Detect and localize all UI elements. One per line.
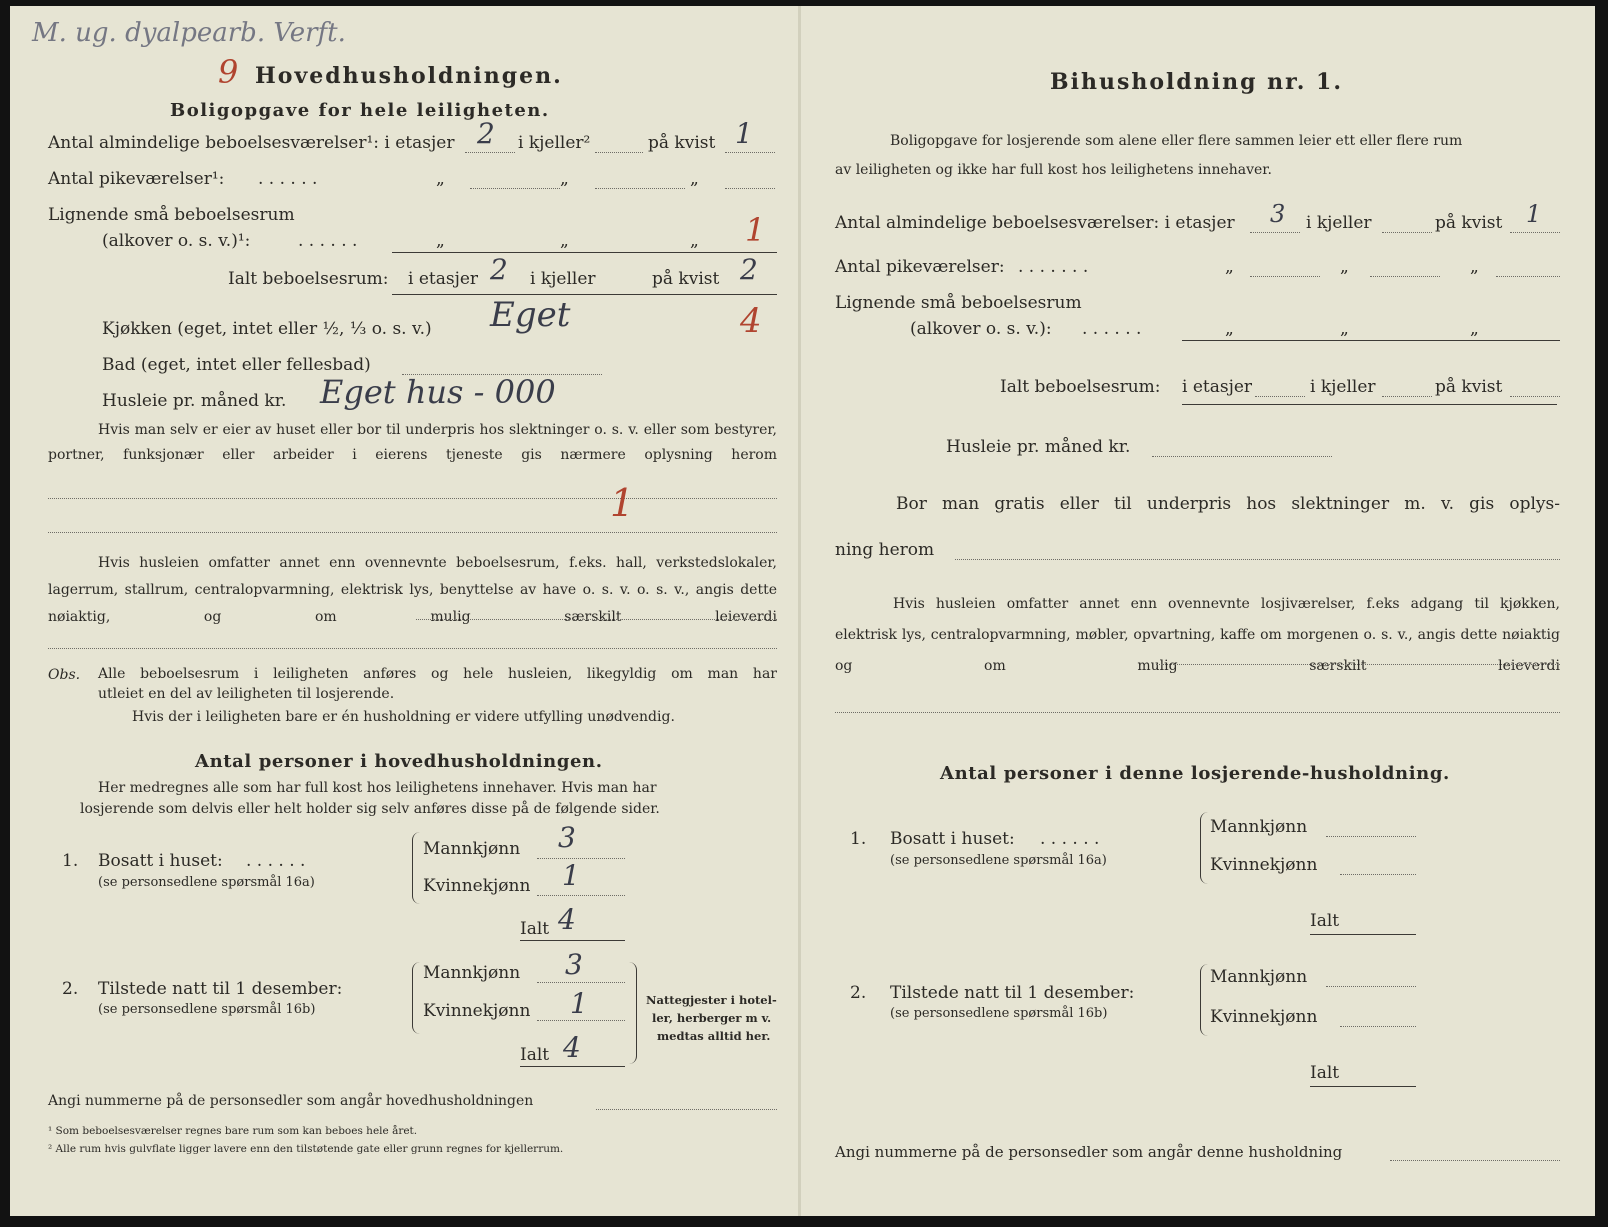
field-line [1496, 276, 1560, 277]
p1-ialt-label: Ialt [520, 919, 550, 939]
ditto-mark: „ [1340, 257, 1349, 277]
leader-dots: . . . . . . . [1018, 257, 1089, 277]
field-line [1382, 232, 1432, 233]
bad-label: Bad (eget, intet eller fellesbad) [102, 355, 371, 375]
p1-kvinne-label: Kvinnekjønn [423, 876, 531, 896]
r-husleie-label: Husleie pr. måned kr. [946, 437, 1131, 457]
leader-dots: . . . . . . [298, 231, 358, 251]
total-rule [520, 1066, 625, 1067]
kvist-label: på kvist [648, 133, 716, 153]
total-rule [520, 940, 625, 941]
field-line [1390, 1160, 1560, 1161]
ditto-mark: „ [1470, 257, 1479, 277]
ditto-mark: „ [1225, 319, 1234, 339]
pike-label: Antal pikeværelser¹: [48, 169, 225, 189]
r-lignende-label: Lignende små beboelsesrum [835, 293, 1082, 313]
p1-label: Bosatt i huset: [98, 851, 223, 871]
total-rule [1182, 404, 1557, 405]
ialt-etasjer-label: i etasjer [408, 269, 479, 289]
p1-num: 1. [62, 851, 79, 871]
field-line [48, 648, 777, 649]
obs-text-1: Alle beboelsesrum i leiligheten anføres og hele husleien, likegyldig om man har [98, 666, 777, 682]
r-angi-text: Angi nummerne på de personsedler som angår denne husholdning [835, 1143, 1343, 1161]
p1-mann-label: Mannkjønn [423, 839, 521, 859]
r-persons-title: Antal personer i denne losjerende-husholdning. [940, 763, 1450, 784]
brace [1200, 812, 1209, 884]
r-p1-num: 1. [850, 829, 867, 849]
hw-ialt-kvist: 2 [740, 253, 758, 286]
r-ialt-kjeller: i kjeller [1310, 377, 1376, 397]
r-p1-kvinne: Kvinnekjønn [1210, 855, 1318, 875]
left-subtitle: Boligopgave for hele leiligheten. [170, 100, 550, 121]
brace-right [628, 962, 637, 1064]
r-kvist-label: på kvist [1435, 213, 1503, 233]
persons-text-2: losjerende som delvis eller helt holder sig selv anføres disse på de følgende sider. [80, 801, 660, 817]
r-p2-label: Tilstede natt til 1 desember: [890, 983, 1135, 1003]
r-p1-mann: Mannkjønn [1210, 817, 1308, 837]
hw-p2-mann: 3 [565, 948, 583, 981]
field-line [1326, 986, 1416, 987]
r-ialt-label: Ialt beboelsesrum: [1000, 377, 1161, 397]
r-p2-kvinne: Kvinnekjønn [1210, 1007, 1318, 1027]
kjeller-label: i kjeller² [518, 133, 591, 153]
nattegjester-1: Nattegjester i hotel- [646, 993, 777, 1007]
r-ialt-kvist: på kvist [1435, 377, 1503, 397]
field-line [416, 619, 777, 620]
r-gratis-2: ning herom [835, 540, 935, 560]
hw-r-etasjer: 3 [1270, 200, 1286, 228]
leader-dots: . . . . . . [258, 169, 318, 189]
r-p1-label: Bosatt i huset: [890, 829, 1015, 849]
hw-p2-kvinne: 1 [570, 987, 588, 1020]
leader-dots: . . . . . . [1040, 829, 1100, 849]
r-ialt-etasjer: i etasjer [1182, 377, 1253, 397]
field-line [1382, 396, 1432, 397]
hw-etasjer: 2 [477, 117, 495, 150]
field-line [955, 559, 1560, 560]
antal-label: Antal almindelige beboelsesværelser¹: i etasjer [48, 133, 455, 153]
p2-ialt-label: Ialt [520, 1045, 550, 1065]
persons-text-1: Her medregnes alle som har full kost hos leilighetens innehaver. Hvis man har [98, 780, 657, 796]
right-intro-1: Boligopgave for losjerende som alene eller flere sammen leier ett eller flere rum [890, 133, 1463, 149]
field-line [1156, 664, 1560, 665]
footnote-2: ² Alle rum hvis gulvflate ligger lavere enn den tilstøtende gate eller grunn regnes for kjellerrum. [48, 1143, 564, 1155]
ditto-mark: „ [436, 169, 445, 189]
field-line [1152, 456, 1332, 457]
field-line [48, 498, 777, 499]
persons-title: Antal personer i hovedhusholdningen. [195, 751, 603, 772]
hw-kjokken: Eget [490, 295, 571, 335]
ditto-mark: „ [690, 231, 699, 251]
angi-text: Angi nummerne på de personsedler som angår hovedhusholdningen [48, 1093, 534, 1109]
r-p1-ialt: Ialt [1310, 911, 1340, 931]
hw-p1-mann: 3 [558, 821, 576, 854]
page-fold [798, 6, 801, 1216]
hw-alkover-kvist: 1 [745, 211, 766, 249]
obs-label: Obs. [48, 667, 81, 683]
hw-margin-4: 4 [740, 301, 762, 341]
r-kjeller-label: i kjeller [1306, 213, 1372, 233]
p1-sub: (se personsedlene spørsmål 16a) [98, 875, 315, 890]
r-p2-ialt: Ialt [1310, 1063, 1340, 1083]
r-p2-mann: Mannkjønn [1210, 967, 1308, 987]
field-line [537, 895, 625, 896]
r-omfatter-text: Hvis husleien omfatter annet enn ovennevnte losjiværelser, f.eks adgang til kjøkken, elektrisk lys, centralopvarmning, møbler, opvartning, kaffe om morgenen o. s. v., angis dette nøiaktig og om mulig særskilt leieverdi [835, 596, 1560, 674]
leader-dots: . . . . . . [246, 851, 306, 871]
husleie-label: Husleie pr. måned kr. [102, 391, 287, 411]
field-line [537, 982, 625, 983]
field-line [1340, 874, 1416, 875]
field-line [1250, 232, 1300, 233]
eier-text: Hvis man selv er eier av huset eller bor til underpris hos slektninger o. s. v. eller som bestyrer, portner, funksjonær eller arbeider i eierens tjeneste gis nærmere oplysning herom [48, 422, 777, 463]
brace [412, 962, 421, 1034]
field-line [392, 252, 777, 253]
nattegjester-3: medtas alltid her. [657, 1029, 771, 1043]
hw-p1-ialt: 4 [558, 903, 576, 936]
field-line [1510, 396, 1560, 397]
hw-p1-kvinne: 1 [562, 859, 580, 892]
ditto-mark: „ [690, 169, 699, 189]
right-title: Bihusholdning nr. 1. [1050, 69, 1343, 95]
right-intro-2: av leiligheten og ikke har full kost hos leilighetens innehaver. [835, 162, 1272, 178]
obs-text-3: Hvis der i leiligheten bare er én husholdning er videre utfylling unødvendig. [132, 709, 675, 725]
total-rule [392, 294, 777, 295]
ditto-mark: „ [1470, 319, 1479, 339]
lignende-label: Lignende små beboelsesrum [48, 205, 295, 225]
r-p1-sub: (se personsedlene spørsmål 16a) [890, 853, 1107, 868]
field-line [1510, 232, 1560, 233]
ditto-mark: „ [436, 231, 445, 251]
hw-mark-1: 1 [610, 481, 635, 525]
field-line [537, 858, 625, 859]
total-rule [1310, 934, 1416, 935]
field-line [595, 152, 643, 153]
footnote-1: ¹ Som beboelsesværelser regnes bare rum som kan beboes hele året. [48, 1125, 418, 1137]
p2-kvinne-label: Kvinnekjønn [423, 1001, 531, 1021]
nattegjester-2: ler, herberger m v. [652, 1011, 772, 1025]
p2-num: 2. [62, 979, 79, 999]
ialt-kvist-label: på kvist [652, 269, 720, 289]
field-line [470, 188, 560, 189]
field-line [537, 1020, 625, 1021]
ditto-mark: „ [560, 169, 569, 189]
field-line [1182, 340, 1560, 341]
header-handwritten-note: M. ug. dyalpearb. Verft. [32, 18, 346, 48]
hw-p2-ialt: 4 [563, 1031, 581, 1064]
field-line [465, 152, 515, 153]
field-line [596, 1109, 777, 1110]
r-gratis-1: Bor man gratis eller til underpris hos slektninger m. v. gis oplys- [896, 494, 1560, 514]
total-rule [1310, 1086, 1416, 1087]
ditto-mark: „ [560, 231, 569, 251]
field-line [725, 152, 775, 153]
field-line [48, 532, 777, 533]
omfatter-text: Hvis husleien omfatter annet enn ovennevnte beboelsesrum, f.eks. hall, verkstedslokaler, lagerrum, stallrum, centralopvarmning, elektrisk lys, benyttelse av have o. s. v. o. s. v., angis dette nøiaktig, og om mulig særskilt leieverdi [48, 555, 777, 625]
r-p2-sub: (se personsedlene spørsmål 16b) [890, 1006, 1108, 1021]
leader-dots: . . . . . . [1082, 319, 1142, 339]
field-line [835, 712, 1560, 713]
r-antal-label: Antal almindelige beboelsesværelser: i etasjer [835, 213, 1235, 233]
obs-text-2: utleiet en del av leiligheten til losjerende. [98, 686, 395, 702]
field-line [1370, 276, 1440, 277]
r-alkover-label: (alkover o. s. v.): [910, 319, 1052, 339]
census-form-sheet [10, 6, 1595, 1216]
page-number-handwritten: 9 [218, 53, 239, 91]
field-line [1255, 396, 1305, 397]
field-line [1326, 836, 1416, 837]
field-line [1340, 1026, 1416, 1027]
p2-sub: (se personsedlene spørsmål 16b) [98, 1002, 316, 1017]
p2-label: Tilstede natt til 1 desember: [98, 979, 343, 999]
hw-ialt-etasjer: 2 [490, 253, 508, 286]
field-line [725, 188, 775, 189]
field-line [595, 188, 685, 189]
brace [1200, 964, 1209, 1036]
ditto-mark: „ [1225, 257, 1234, 277]
kjokken-label: Kjøkken (eget, intet eller ½, ⅓ o. s. v.) [102, 319, 432, 339]
r-pike-label: Antal pikeværelser: [835, 257, 1005, 277]
field-line [1250, 276, 1320, 277]
ialt-label: Ialt beboelsesrum: [228, 269, 389, 289]
hw-husleie: Eget hus - 000 [320, 373, 556, 411]
hw-r-kvist: 1 [1526, 200, 1542, 228]
left-title: Hovedhusholdningen. [255, 63, 563, 89]
p2-mann-label: Mannkjønn [423, 963, 521, 983]
r-p2-num: 2. [850, 983, 867, 1003]
ditto-mark: „ [1340, 319, 1349, 339]
ialt-kjeller-label: i kjeller [530, 269, 596, 289]
alkover-label: (alkover o. s. v.)¹: [102, 231, 251, 251]
brace [412, 832, 421, 904]
hw-kvist: 1 [735, 117, 753, 150]
